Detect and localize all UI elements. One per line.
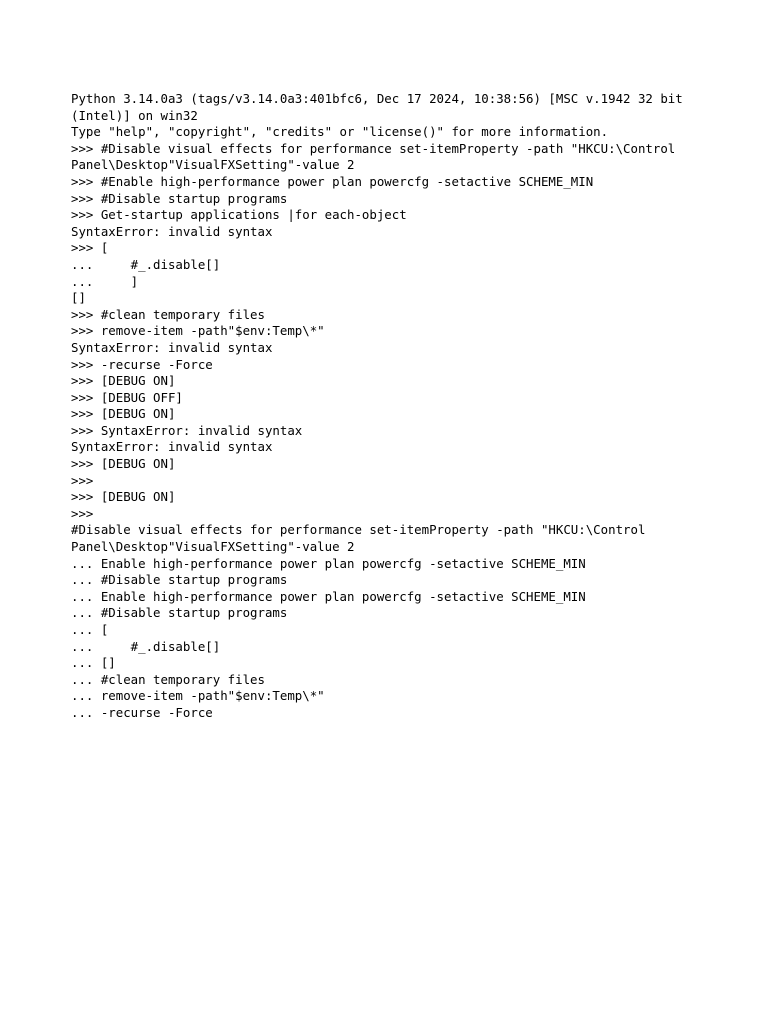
- console-line: >>> #Disable visual effects for performance set-itemProperty -path "HKCU:\Control: [71, 140, 676, 156]
- console-line: >>> -recurse -Force: [71, 356, 213, 372]
- console-line: ... Enable high-performance power plan powercfg -setactive SCHEME_MIN: [71, 555, 586, 571]
- console-line: ... ]: [71, 273, 139, 289]
- console-line: []: [71, 290, 86, 306]
- console-line: SyntaxError: invalid syntax: [71, 339, 273, 355]
- console-line: >>> #clean temporary files: [71, 306, 265, 322]
- console-line: ... #Disable startup programs: [71, 572, 288, 588]
- console-line: >>> remove-item -path"$env:Temp\*": [71, 323, 325, 339]
- console-line: >>> [DEBUG ON]: [71, 456, 176, 472]
- console-line: >>> [DEBUG ON]: [71, 406, 176, 422]
- console-line: SyntaxError: invalid syntax: [71, 439, 273, 455]
- console-line: ... -recurse -Force: [71, 704, 213, 720]
- console-line: >>> [DEBUG ON]: [71, 373, 176, 389]
- console-line: Panel\Desktop"VisualFXSetting"-value 2: [71, 539, 355, 555]
- console-line: >>> Get-startup applications |for each-object: [71, 207, 407, 223]
- console-line: SyntaxError: invalid syntax: [71, 223, 273, 239]
- console-line: >>>: [71, 472, 94, 488]
- console-line: (Intel)] on win32: [71, 107, 198, 123]
- console-line: ... [: [71, 622, 109, 637]
- console-line: >>> #Disable startup programs: [71, 190, 288, 206]
- console-line: #Disable visual effects for performance set-itemProperty -path "HKCU:\Control: [71, 522, 646, 538]
- console-line: >>> [: [71, 240, 109, 256]
- console-line: Panel\Desktop"VisualFXSetting"-value 2: [71, 157, 355, 173]
- console-line: ... #_.disable[]: [71, 256, 221, 272]
- console-line: ... #_.disable[]: [71, 638, 221, 654]
- console-line: Type "help", "copyright", "credits" or "license()" for more information.: [71, 124, 609, 140]
- console-line: ... Enable high-performance power plan powercfg -setactive SCHEME_MIN: [71, 588, 586, 604]
- console-line: >>> [DEBUG ON]: [71, 489, 176, 505]
- console-line: >>> [DEBUG OFF]: [71, 389, 183, 405]
- console-line: ... #clean temporary files: [71, 671, 265, 687]
- console-line: ... []: [71, 655, 116, 671]
- console-line: Python 3.14.0a3 (tags/v3.14.0a3:401bfc6, Dec 17 2024, 10:38:56) [MSC v.1942 32 bit: [71, 91, 683, 106]
- console-line: ... #Disable startup programs: [71, 605, 288, 621]
- console-line: >>> SyntaxError: invalid syntax: [71, 422, 303, 438]
- console-line: >>>: [71, 505, 94, 521]
- console-line: ... remove-item -path"$env:Temp\*": [71, 688, 325, 704]
- python-console-transcript: [71, 91, 711, 722]
- console-line: >>> #Enable high-performance power plan powercfg -setactive SCHEME_MIN: [71, 173, 594, 189]
